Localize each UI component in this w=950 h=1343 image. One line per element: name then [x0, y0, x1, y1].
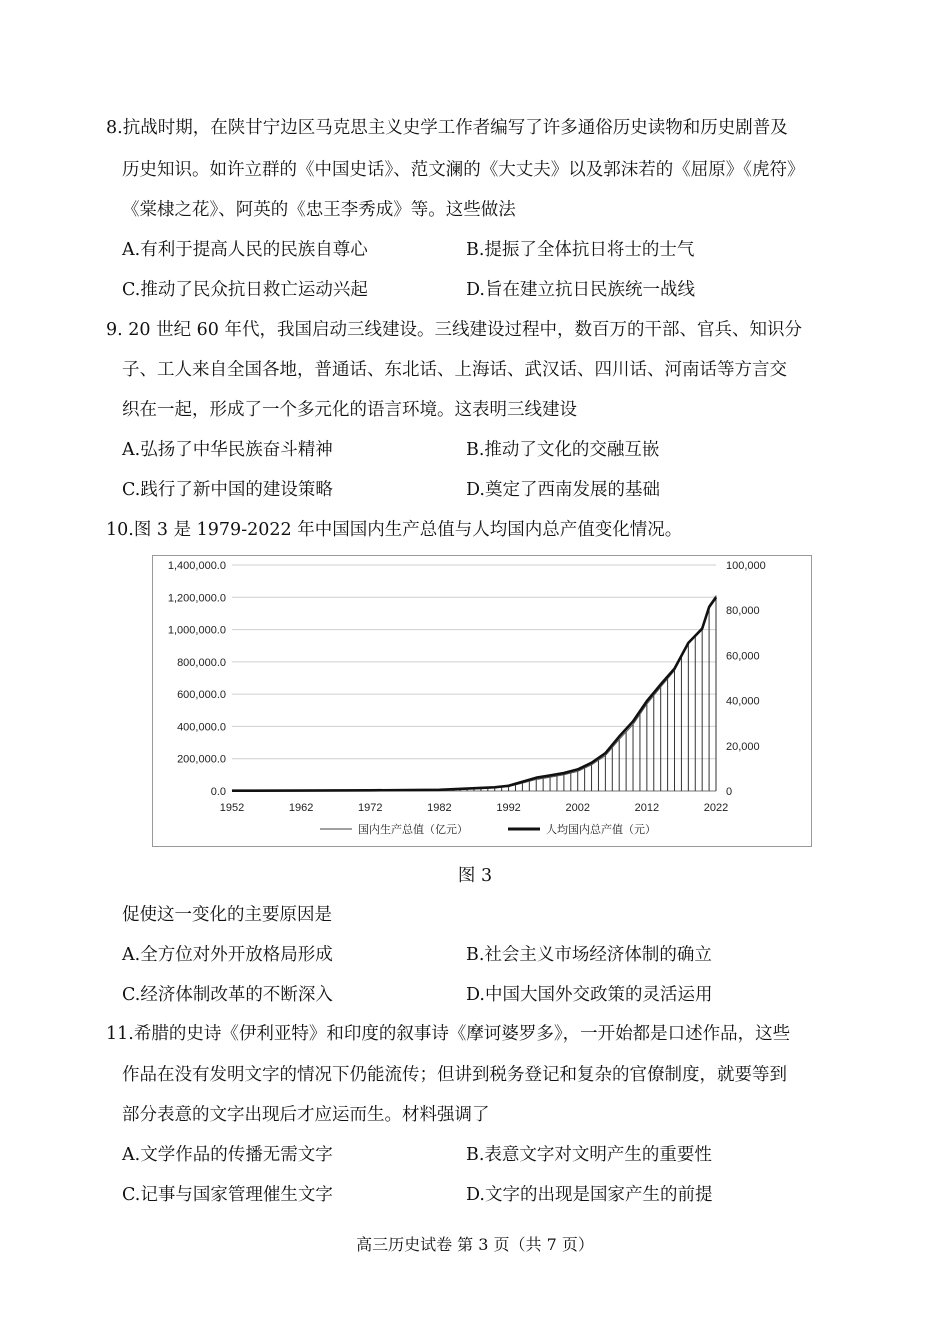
left-tick-label: 600,000.0: [177, 689, 226, 702]
q8-option-a: A.有利于提高人民的民族自尊心: [122, 240, 368, 260]
x-tick-label: 1962: [288, 802, 314, 814]
q11-option-c: C.记事与国家管理催生文字: [122, 1185, 333, 1205]
figure-caption: 图 3: [457, 866, 493, 886]
q11-stem-line-1: 11.希腊的史诗《伊利亚特》和印度的叙事诗《摩诃婆罗多》，一开始都是口述作品，这些: [106, 1024, 791, 1044]
right-tick-label: 0: [726, 786, 733, 798]
q10-option-b: B.社会主义市场经济体制的确立: [466, 945, 712, 965]
q9-option-c: C.践行了新中国的建设策略: [122, 480, 333, 500]
x-tick-label: 2012: [634, 802, 660, 814]
q9-stem-line-1: 9. 20 世纪 60 年代，我国启动三线建设。三线建设过程中，数百万的干部、官兵、知识分: [106, 320, 802, 340]
q10-option-d: D.中国大国外交政策的灵活运用: [466, 985, 713, 1005]
q11-option-a: A.文学作品的传播无需文字: [122, 1145, 333, 1165]
left-tick-label: 0.0: [210, 786, 226, 798]
left-tick-label: 800,000.0: [177, 656, 226, 669]
left-tick-label: 400,000.0: [177, 721, 226, 734]
q10-stem-line-1: 10.图 3 是 1979-2022 年中国国内生产总值与人均国内总产值变化情况。: [106, 520, 683, 540]
right-tick-label: 60,000: [726, 650, 760, 663]
q11-option-d: D.文字的出现是国家产生的前提: [466, 1185, 713, 1205]
gdp-chart: [152, 555, 812, 847]
left-tick-label: 200,000.0: [177, 753, 226, 766]
x-tick-label: 1992: [496, 802, 521, 814]
legend-label-gdp: 国内生产总值（亿元）: [358, 824, 468, 836]
q9-stem-line-3: 织在一起，形成了一个多元化的语言环境。这表明三线建设: [122, 400, 577, 420]
q11-stem-line-3: 部分表意的文字出现后才应运而生。材料强调了: [122, 1105, 490, 1125]
q10-option-c: C.经济体制改革的不断深入: [122, 985, 333, 1005]
q9-option-b: B.推动了文化的交融互嵌: [466, 440, 660, 460]
x-tick-label: 2022: [703, 802, 729, 814]
x-tick-label: 1982: [427, 802, 452, 814]
right-tick-label: 20,000: [726, 740, 760, 753]
q9-option-d: D.奠定了西南发展的基础: [466, 480, 660, 500]
q11-option-b: B.表意文字对文明产生的重要性: [466, 1145, 712, 1165]
q8-option-c: C.推动了民众抗日救亡运动兴起: [122, 280, 368, 300]
q9-stem-line-2: 子、工人来自全国各地，普通话、东北话、上海话、武汉话、四川话、河南话等方言交: [122, 360, 787, 380]
q8-stem-line-2: 历史知识。如许立群的《中国史话》、范文澜的《大丈夫》以及郭沫若的《屈原》《虎符》: [122, 160, 805, 180]
q8-option-b: B.提振了全体抗日将士的士气: [466, 240, 695, 260]
left-tick-label: 1,200,000.0: [167, 592, 226, 605]
q8-stem-line-1: 8.抗战时期，在陕甘宁边区马克思主义史学工作者编写了许多通俗历史读物和历史剧普及: [106, 118, 788, 138]
q8-stem-line-3: 《棠棣之花》、阿英的《忠王李秀成》等。这些做法: [122, 200, 516, 220]
q9-option-a: A.弘扬了中华民族奋斗精神: [122, 440, 333, 460]
x-tick-label: 2002: [565, 802, 590, 814]
q8-option-d: D.旨在建立抗日民族统一战线: [466, 280, 695, 300]
right-tick-label: 80,000: [726, 605, 760, 618]
right-tick-label: 40,000: [726, 695, 760, 708]
x-tick-label: 1972: [358, 802, 383, 814]
left-tick-label: 1,000,000.0: [167, 624, 226, 637]
page-footer: 高三历史试卷 第 3 页（共 7 页）: [356, 1235, 594, 1254]
legend-label-per-capita: 人均国内总产值（元）: [546, 824, 656, 836]
x-tick-label: 1952: [219, 802, 245, 814]
right-tick-label: 100,000: [726, 560, 766, 572]
left-tick-label: 1,400,000.0: [167, 560, 226, 572]
q10-question-line: 促使这一变化的主要原因是: [122, 905, 332, 925]
q11-stem-line-2: 作品在没有发明文字的情况下仍能流传；但讲到税务登记和复杂的官僚制度，就要等到: [122, 1065, 787, 1085]
q10-option-a: A.全方位对外开放格局形成: [122, 945, 333, 965]
